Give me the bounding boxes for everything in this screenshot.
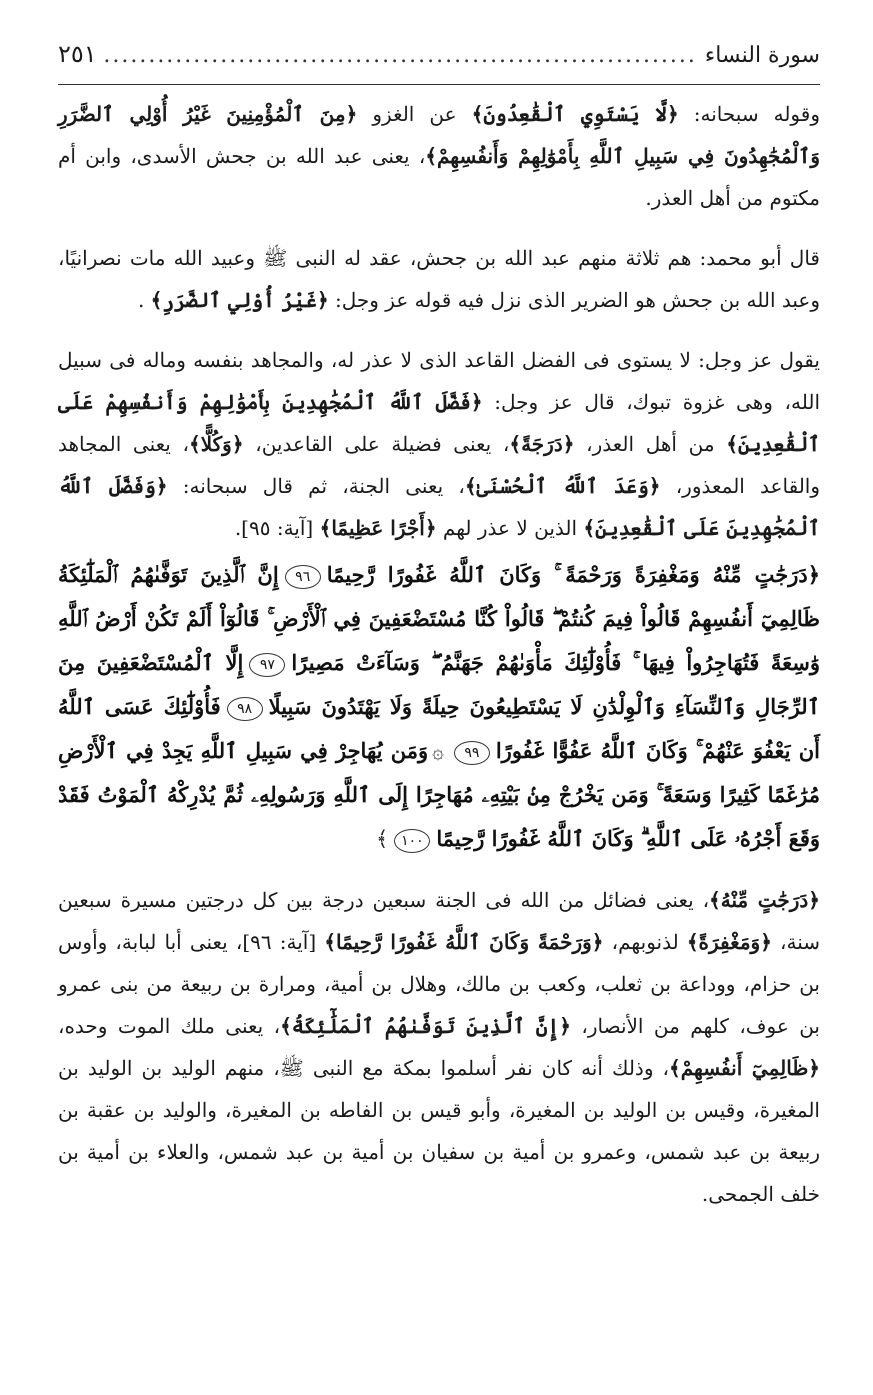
verse-100: وَمَن يُهَاجِرْ فِي سَبِيلِ ٱللَّهِ يَجِدْ فِي ٱلْأَرْضِ مُرَٰغَمًا كَثِيرًا وَسَعَةً ۚ وَمَن يَخْرُجْ مِنۢ بَيْتِهِۦ مُهَاجِرًا إِلَى ٱللَّهِ وَرَسُولِهِۦ ثُمَّ يُدْرِكْهُ ٱلْمَوْتُ فَقَدْ وَقَعَ أَجْرُهُۥ عَلَى ٱللَّهِ ۗ وَكَانَ ٱللَّهُ غَفُورًا رَّحِيمًا — [58, 738, 820, 851]
hizb-star-icon: ۞ — [432, 739, 444, 763]
ayah-number-marker: ٩٨ — [227, 697, 263, 721]
quran-quote: ﴿دَرَجَٰتٍ مِّنْهُ﴾ — [709, 888, 821, 912]
quran-quote: ﴿مِنَ ٱلْمُؤْمِنِينَ غَيْرُ أُوْلِي ٱلضَّرَرِ وَٱلْمُجَٰهِدُونَ فِي سَبِيلِ ٱللَّهِ بِأَمْوَٰلِهِمْ وَأَنفُسِهِمْ﴾ — [58, 102, 820, 168]
ayah-number-marker: ٩٧ — [249, 653, 285, 677]
ayah-number-marker: ٩٩ — [454, 741, 490, 765]
quran-quote: ﴿وَمَغْفِرَةً﴾ — [686, 930, 772, 954]
verse-98: إِلَّا ٱلْمُسْتَضْعَفِينَ مِنَ ٱلرِّجَالِ وَٱلنِّسَآءِ وَٱلْوِلْدَٰنِ لَا يَسْتَطِيعُونَ حِيلَةً وَلَا يَهْتَدُونَ سَبِيلًا — [58, 650, 820, 719]
verse-97: إِنَّ ٱلَّذِينَ تَوَفَّىٰهُمُ ٱلْمَلَٰٓئِكَةُ ظَالِمِيٓ أَنفُسِهِمْ قَالُواْ فِيمَ كُنتُمْ ۖ قَالُواْ كُنَّا مُسْتَضْعَفِينَ فِي ٱلْأَرْضِ ۚ قَالُوٓاْ أَلَمْ تَكُنْ أَرْضُ ٱللَّهِ وَٰسِعَةً فَتُهَاجِرُواْ فِيهَا ۚ فَأُوْلَٰٓئِكَ مَأْوَىٰهُمْ جَهَنَّمُ ۖ وَسَآءَتْ مَصِيرًا — [58, 562, 820, 675]
commentary-paragraph-3 — [58, 339, 820, 549]
page-header — [58, 40, 820, 85]
text-segment: ، وذلك أنه كان نفر أسلموا بمكة مع النبى ﷺ، منهم الوليد بن الوليد بن المغيرة، وقيس بن الوليد بن المغيرة، وأبو قيس بن الفاطه بن المغيرة، والوليد بن عقبة بن ربيعة بن عبد شمس، وعمرو بن أمية بن سفيان بن أمية بن عبد شمس، والعلاء بن أمية بن خلف الجمحى. — [58, 1056, 820, 1206]
ayah-number-marker: ١٠٠ — [394, 829, 430, 853]
text-segment: ، يعنى فضائل من الله فى الجنة سبعين درجة بين كل درجتين مسيرة سبعين سنة، — [58, 888, 821, 954]
quran-quote: ﴿وَرَحْمَةً وَكَانَ ٱللَّهُ غَفُورًا رَّحِيمًا﴾ — [324, 930, 604, 954]
text-segment: ، يعنى المجاهد والقاعد المعذور، — [58, 432, 821, 498]
page-number: ٢٥١ — [58, 40, 97, 68]
commentary-paragraph-1 — [58, 93, 820, 219]
text-segment: الذين لا عذر لهم — [436, 516, 584, 540]
quran-quote: ﴿وَكُلًّا﴾ — [189, 432, 244, 456]
quran-quote: ﴿فَضَّلَ ٱللَّهُ ٱلْمُجَٰهِدِينَ بِأَمْوَٰلِهِمْ وَأَنفُسِهِمْ عَلَى ٱلْقَٰعِدِينَ﴾ — [58, 390, 820, 456]
text-segment: [آية: ٩٥]. — [234, 516, 320, 540]
text-segment: يقول عز وجل: لا يستوى فى الفضل القاعد الذى لا عذر له، والمجاهد بنفسه وماله فى سبيل الله، وهى غزوة تبوك، قال عز وجل: — [58, 348, 820, 414]
text-segment: ، يعنى فضيلة على القاعدين، — [243, 432, 510, 456]
quran-quote: ﴿ظَالِمِيٓ أَنفُسِهِمْ﴾ — [668, 1056, 820, 1080]
text-segment: عن الغزو — [357, 102, 472, 126]
header-leader-dots — [105, 43, 697, 68]
text-segment: وقوله سبحانه: — [678, 102, 820, 126]
quran-quote: ﴿إِنَّ ٱلَّذِينَ تَوَفَّىٰهُمُ ٱلْمَلَٰٓئِكَةُ﴾ — [280, 1014, 571, 1038]
text-segment: ، يعنى ملك الموت وحده، — [58, 1014, 281, 1038]
commentary-paragraph-4 — [58, 879, 820, 1215]
text-segment: . — [137, 288, 151, 312]
quran-quote: ﴿وَعَدَ ٱللَّهُ ٱلْحُسْنَىٰ﴾ — [464, 474, 661, 498]
quran-quote: ﴿أَجْرًا عَظِيمًا﴾ — [319, 516, 437, 540]
text-segment: من أهل العذر، — [574, 432, 727, 456]
text-segment: ، يعنى عبد الله بن جحش الأسدى، وابن أم مكتوم من أهل العذر. — [58, 144, 820, 210]
verse-96: ﴿دَرَجَٰتٍ مِّنْهُ وَمَغْفِرَةً وَرَحْمَةً ۚ وَكَانَ ٱللَّهُ غَفُورًا رَّحِيمًا — [326, 562, 821, 587]
text-segment: ، يعنى الجنة، ثم قال سبحانه: — [167, 474, 465, 498]
quran-quote: ﴿لَّا يَسْتَوِي ٱلْقَٰعِدُونَ﴾ — [471, 102, 679, 126]
text-segment: لذنوبهم، — [603, 930, 687, 954]
quran-quote: ﴿غَيْرُ أُوْلِي ٱلضَّرَرِ﴾ — [150, 288, 329, 312]
surah-title: سورة النساء — [704, 43, 820, 68]
document-page — [58, 40, 820, 1215]
closing-bracket: ﴾ — [376, 827, 389, 851]
verse-99: فَأُوْلَٰٓئِكَ عَسَى ٱللَّهُ أَن يَعْفُوَ عَنْهُمْ ۚ وَكَانَ ٱللَّهُ عَفُوًّا غَفُورًا — [58, 694, 820, 763]
ayah-number-marker: ٩٦ — [285, 565, 321, 589]
commentary-paragraph-2 — [58, 237, 820, 321]
quran-quote: ﴿وَفَضَّلَ ٱللَّهُ ٱلْمُجَٰهِدِينَ عَلَى ٱلْقَٰعِدِينَ﴾ — [58, 474, 820, 540]
quran-verses-block — [58, 549, 820, 861]
text-segment: قال أبو محمد: هم ثلاثة منهم عبد الله بن جحش، عقد له النبى ﷺ وعبيد الله مات نصرانيًا، وعبد الله بن جحش هو الضرير الذى نزل فيه قوله عز وجل: — [58, 246, 820, 312]
quran-quote: ﴿دَرَجَةً﴾ — [509, 432, 575, 456]
text-segment: [آية: ٩٦]، يعنى أبا لبابة، وأوس بن حزام، ووداعة بن ثعلب، وكعب بن مالك، وهلال بن أمية، ومرارة بن ربيعة من بنى عمرو بن عوف، كلهم من الأنصار، — [58, 930, 820, 1038]
